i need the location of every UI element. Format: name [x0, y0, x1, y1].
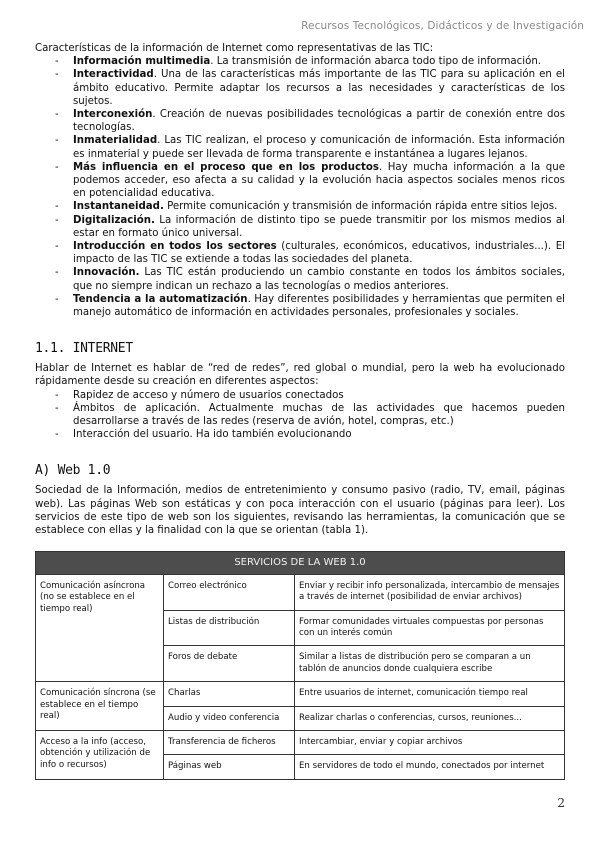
list-item — [53, 214, 565, 240]
purpose-cell: Enviar y recibir info personalizada, intercambio de mensajes a través de internet (posibilidad de enviar archivos) — [295, 574, 565, 610]
feature-text: . La transmisión de información abarca todo tipo de información. — [210, 56, 542, 68]
feature-term: Instantaneidad. — [73, 201, 164, 213]
table-row — [36, 730, 565, 754]
table-row — [36, 574, 565, 610]
list-item — [53, 134, 565, 160]
feature-term: Tendencia a la automatización — [73, 293, 248, 305]
feature-text: Permite comunicación y transmisión de información rápida entre sitios lejos. — [163, 201, 558, 213]
list-item — [53, 240, 565, 266]
purpose-cell: En servidores de todo el mundo, conectados por internet — [295, 755, 565, 779]
list-item — [53, 68, 565, 108]
feature-text: Las TIC están produciendo un cambio constante en todos los ámbitos sociales, que no siempre indican un rechazo a las tecnologías o medios anteriores. — [73, 267, 565, 292]
running-header: Recursos Tecnológicos, Didácticos y de Investigación — [301, 20, 584, 32]
internet-aspects-list — [53, 389, 565, 442]
purpose-cell: Realizar charlas o conferencias, cursos, reuniones... — [295, 706, 565, 730]
section-heading-web: A) Web 1.0 — [35, 463, 111, 479]
purpose-cell: Formar comunidades virtuales compuestas por personas con un interés común — [295, 610, 565, 646]
table-title: SERVICIOS DE LA WEB 1.0 — [36, 552, 565, 574]
page-number: 2 — [557, 796, 565, 810]
table-header-row — [36, 552, 565, 574]
list-item — [53, 266, 565, 292]
category-cell: Comunicación asíncrona (no se establece en el tiempo real) — [36, 574, 164, 681]
tool-cell: Listas de distribución — [164, 610, 295, 646]
feature-text: . Las TIC realizan, el proceso y comunicación de información. Esta información es inmaterial y puede ser llevada de forma transparente e instantánea a lugares lejanos. — [73, 135, 565, 160]
tool-cell: Charlas — [164, 682, 295, 706]
feature-text: . Hay diferentes posibilidades y herramientas que permiten el manejo automático de información en actividades personales, profesionales y sociales. — [73, 293, 565, 319]
features-list — [53, 55, 565, 319]
feature-text: . Hay mucha información a la que podemos acceder, eso afecta a su calidad y la evolución hacia aspectos sociales menos ricos en potencialidad educativa. — [73, 161, 565, 200]
table-row — [36, 682, 565, 706]
tool-cell: Foros de debate — [164, 646, 295, 682]
web-paragraph: Sociedad de la Información, medios de entretenimiento y consumo pasivo (radio, TV, email, páginas web). Las páginas Web son estáticas y con poca interacción con el usuario (páginas para leer). Los servicios de este tipo de web son los siguientes, revisando las herramientas, la comunicación que se establece con ellas y la finalidad con la que se orientan (tabla 1). — [35, 485, 565, 537]
feature-term: Inmaterialidad — [73, 135, 158, 147]
feature-text: La información de distinto tipo se puede transmitir por los mismos medios al estar en formato único universal. — [73, 214, 565, 239]
feature-text: (culturales, económicos, educativos, industriales...). El impacto de las TIC se extiende a todas las sociedades del planeta. — [73, 241, 565, 266]
list-item: - Interacción del usuario. Ha ido también evolucionando — [53, 428, 565, 441]
category-cell: Acceso a la info (acceso, obtención y utilización de info o recursos) — [36, 730, 164, 779]
feature-term: Innovación. — [73, 267, 140, 279]
purpose-cell: Entre usuarios de internet, comunicación tiempo real — [295, 682, 565, 706]
purpose-cell: Intercambiar, enviar y copiar archivos — [295, 730, 565, 754]
list-item: - Ámbitos de aplicación. Actualmente muchas de las actividades que hacemos pueden desarrollarse a través de las redes (reserva de avión, hotel, compras, etc.) — [53, 402, 565, 428]
tool-cell: Audio y video conferencia — [164, 706, 295, 730]
feature-term: Interconexión — [73, 109, 153, 121]
list-item — [53, 161, 565, 201]
list-item: - Rapidez de acceso y número de usuarios conectados — [53, 389, 565, 402]
category-cell: Comunicación síncrona (se establece en el tiempo real) — [36, 682, 164, 731]
list-item — [53, 200, 565, 213]
feature-text: . Una de las características más importante de las TIC para su aplicación en el ámbito educativo. Permite adaptar los recursos a las necesidades y características de los sujetos. — [73, 69, 565, 107]
services-table — [35, 551, 565, 779]
list-item — [53, 55, 565, 68]
section-heading-internet: 1.1. INTERNET — [35, 341, 133, 357]
tool-cell: Páginas web — [164, 755, 295, 779]
feature-term: Información multimedia — [73, 56, 211, 68]
purpose-cell: Similar a listas de distribución pero se comparan a un tablón de anuncios donde cualquiera escribe — [295, 646, 565, 682]
tool-cell: Correo electrónico — [164, 574, 295, 610]
tool-cell: Transferencia de ficheros — [164, 730, 295, 754]
list-item — [53, 108, 565, 134]
intro-text: Características de la información de Internet como representativas de las TIC: — [35, 43, 434, 54]
feature-term: Introducción en todos los sectores — [73, 241, 277, 253]
feature-term: Más influencia en el proceso que en los productos — [73, 161, 379, 173]
feature-term: Digitalización. — [73, 214, 155, 226]
feature-text: . Creación de nuevas posibilidades tecnológicas a partir de conexión entre dos tecnologías. — [73, 109, 565, 134]
document-body — [35, 42, 565, 780]
feature-term: Interactividad — [73, 69, 154, 81]
list-item — [53, 293, 565, 319]
internet-paragraph: Hablar de Internet es hablar de “red de redes”, red global o mundial, pero la web ha evolucionado rápidamente desde su creación en diferentes aspectos: — [35, 363, 565, 388]
